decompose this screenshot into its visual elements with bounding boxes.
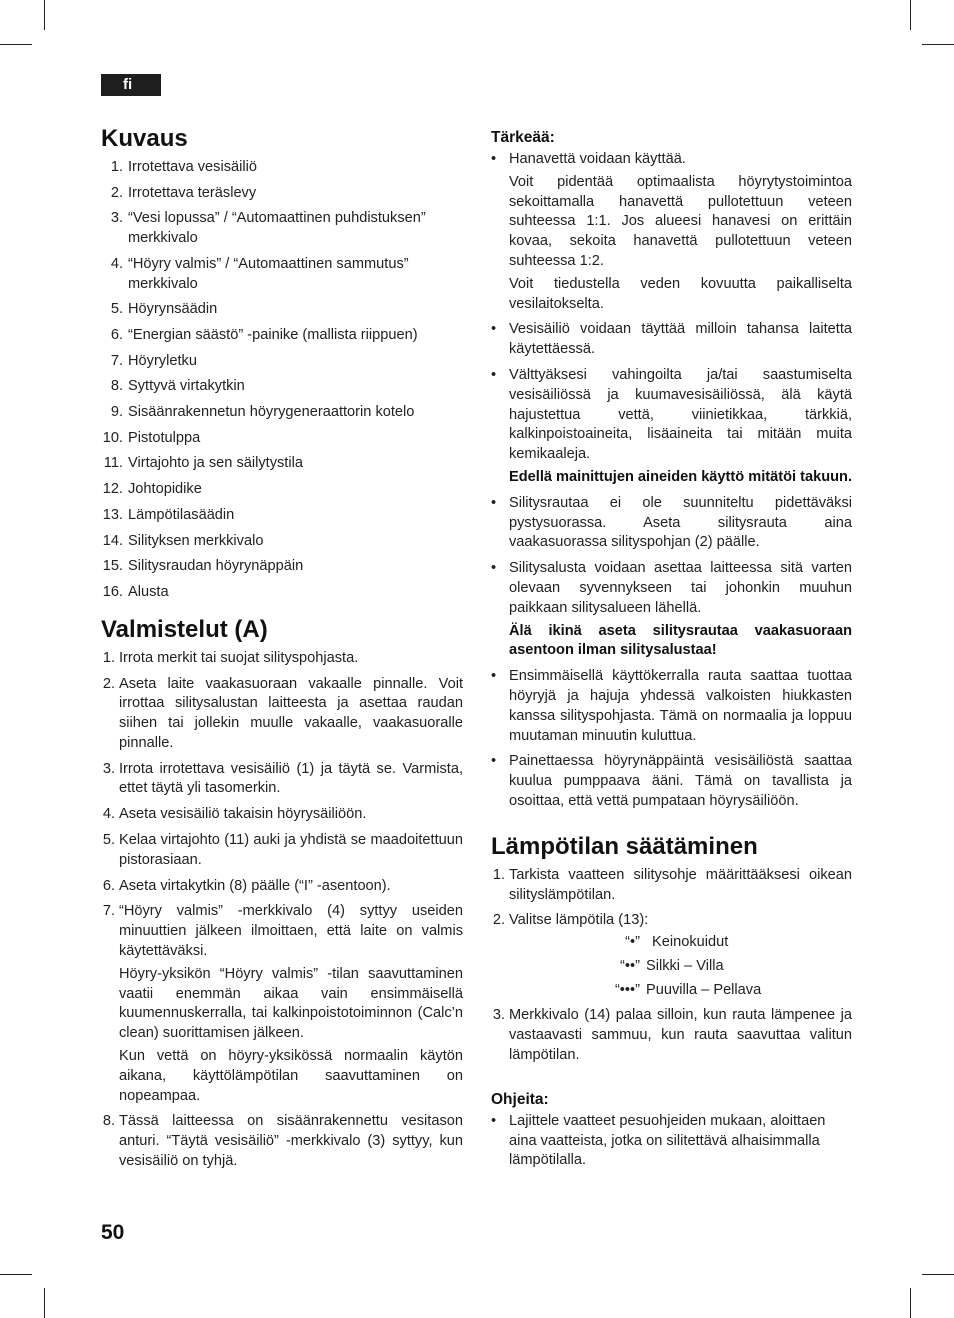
heading-tarkeaa: Tärkeää: [491,129,555,146]
list-item: • Hanavettä voidaan käyttää. Voit pidentää optimaalista höyrytystoimintoa sekoittamalla hanavettä pullotettuun veteen suhteessa 1:1. Jos alueesi hanavesi on erittäin kovaa, sekoita hanavettä pullotettuun veteen suhteessa 1:2. Voit tiedustella veden kovuutta paikalliselta vesilaitokselta. [491,151,852,312]
list-item: 3. Irrota irrotettava vesisäiliö (1) ja täytä se. Varmista, ettet täytä yli tasomerkin. [102,760,463,797]
list-item: • Välttyäksesi vahingoilta ja/tai saastumiselta vesisäiliössä ja kuumavesisäiliössä, älä käytä hajustettua vettä, viinietikkaa, tärkkiä, kalkinpoistoaineita, lisäaineita tai mitään muita kemikaaleja. Edellä mainittujen aineiden käyttö mitätöi takuun. [491,366,852,488]
crop-mark [44,1288,45,1318]
list-item: 15. Silitysraudan höyrynäppäin [102,558,304,575]
section-title-lampotila: Lämpötilan säätäminen [491,832,758,860]
left-column [101,124,463,1178]
list-item: 1. Irrotettava vesisäiliö [110,159,257,175]
section-title-kuvaus: Kuvaus [101,125,188,152]
list-item: • Painettaessa höyrynäppäintä vesisäiliöstä saattaa kuulua pumppaava ääni. Tämä on tavallista ja osoittaa, että vettä pumpataan höyrysäiliöön. [491,753,852,809]
list-item: 2. Irrotettava teräslevy [110,184,257,201]
list-item: 6. “Energian säästö” -painike (mallista riippuen) [110,327,418,344]
crop-mark [0,44,32,45]
list-item: 7. Höyryletku [110,352,197,369]
list-item: 13. Lämpötilasäädin [102,506,235,523]
list-item: 14. Silityksen merkkivalo [102,532,264,549]
list-item: 4. Aseta vesisäiliö takaisin höyrysäiliöön. [102,806,367,823]
list-item: • Silitysrautaa ei ole suunniteltu pidettäväksi pystysuorassa. Aseta silitysrauta aina vaakasuorassa silityspohjan (2) päälle. [491,494,852,551]
list-item: • Ensimmäisellä käyttökerralla rauta saattaa tuottaa höyryjä ja hajuja yhdessä valkoisten hiukkasten kanssa silityspohjasta. Tämä on normaalia ja loppuu muutaman minuutin kuluttua. [491,668,852,744]
list-item: 1. Irrota merkit tai suojat silityspohjasta. [102,649,359,666]
list-item: 3. “Vesi lopussa” / “Automaattinen puhdistuksen” merkkivalo [110,210,426,247]
list-item: 5. Höyrynsäädin [110,301,218,318]
list-item: • Lajittele vaatteet pesuohjeiden mukaan, aloittaen aina vaatteista, jotka on silitettävä alhaisimmalla lämpötilalla. [491,1112,826,1169]
temperature-list [491,866,852,1066]
crop-mark [910,1288,911,1318]
list-item: 12. Johtopidike [102,481,202,498]
list-item: 3. Merkkivalo (14) palaa silloin, kun rauta lämpenee ja vastaavasti sammuu, kun rauta saavuttaa valitun lämpötilan. [492,1007,852,1064]
list-item: 2. Valitse lämpötila (13): “•” Keinokuidut “••” Silkki – Villa “•••” Puuvilla – Pellava [491,911,852,1000]
crop-mark [910,0,911,30]
list-item: 16. Alusta [102,583,169,600]
temperature-setting: “•••” Puuvilla – Pellava [614,981,762,998]
list-item: 1. Tarkista vaatteen silitysohje määrittääksesi oikean silityslämpötilan. [492,866,852,903]
temperature-setting: “••” Silkki – Villa [620,957,724,974]
list-item: 11. Virtajohto ja sen säilytystila [103,455,303,472]
list-item: 4. “Höyry valmis” / “Automaattinen sammutus” merkkivalo [110,255,409,292]
tips-list [491,1112,852,1171]
heading-ohjeita: Ohjeita: [491,1090,549,1108]
language-badge: fi [101,74,161,96]
note-paragraph: Kun vettä on höyry-yksikössä normaalin käytön aikana, käyttölämpötilan saavuttaminen on nopeampaa. [119,1048,463,1104]
note-paragraph: Höyry-yksikön “Höyry valmis” -tilan saavuttaminen vaatii enemmän aikaa vain ensimmäisellä kuumennuskerralla, tai kalkinpoistotoiminnon (Calc’n clean) suorittamisen jälkeen. [119,965,463,1042]
list-item: 5. Kelaa virtajohto (11) auki ja yhdistä se maadoitettuun pistorasiaan. [102,832,463,868]
description-list [101,158,463,603]
list-item: 9. Sisäänrakennetun höyrygeneraattorin kotelo [110,404,415,421]
list-item: 10. Pistotulppa [102,429,201,446]
list-item: 8. Syttyvä virtakytkin [110,378,245,395]
crop-mark [922,1274,954,1275]
crop-mark [922,44,954,45]
right-column [491,128,852,1177]
list-item: 8. Tässä laitteessa on sisäänrakennettu vesitason anturi. “Täytä vesisäiliö” -merkkivalo (3) syttyy, kun vesisäiliö on tyhjä. [102,1113,463,1170]
warning-text: Edellä mainittujen aineiden käyttö mitätöi takuun. [509,468,853,485]
crop-mark [0,1274,32,1275]
crop-mark [44,0,45,30]
list-item: • Silitysalusta voidaan asettaa laitteessa sitä varten olevaan syvennykseen tai johonkin muuhun paikkaan silitysalueen lähellä. Älä ikinä aseta silitysrautaa vaakasuoraan asentoon ilman silitysalustaa! [491,559,852,661]
list-item: 2. Aseta laite vaakasuoraan vakaalle pinnalle. Voit irrottaa silitysalustan laitteesta ja asettaa raudan siihen tai jollekin muulle vakaalle, vaakasuoralle pinnalle. [102,675,463,751]
section-title-valmistelut: Valmistelut (A) [101,615,268,643]
preparation-list [101,649,463,1172]
list-item: 7. “Höyry valmis” -merkkivalo (4) syttyy useiden minuuttien jälkeen ilmoittaen, että laite on valmis käytettäväksi. Höyry-yksikön “Höyry valmis” -tilan saavuttaminen vaatii enemmän aikaa vain ensimmäisellä kuumennuskerralla, tai kalkinpoistotoiminnon (Calc’n clean) suorittamisen jälkeen. Kun vettä on höyry-yksikössä normaalin käytön aikana, käyttölämpötilan saavuttaminen on nopeampaa. [101,902,463,1106]
page-number: 50 [101,1221,125,1244]
temperature-setting: “•” Keinokuidut [625,934,729,951]
list-item: 6. Aseta virtakytkin (8) päälle (“I” -asentoon). [102,877,391,894]
important-list [491,150,852,812]
warning-text: Älä ikinä aseta silitysrautaa vaakasuoraan asentoon ilman silitysalustaa! [509,622,852,659]
list-item: • Vesisäiliö voidaan täyttää milloin tahansa laitetta käytettäessä. [491,321,852,358]
